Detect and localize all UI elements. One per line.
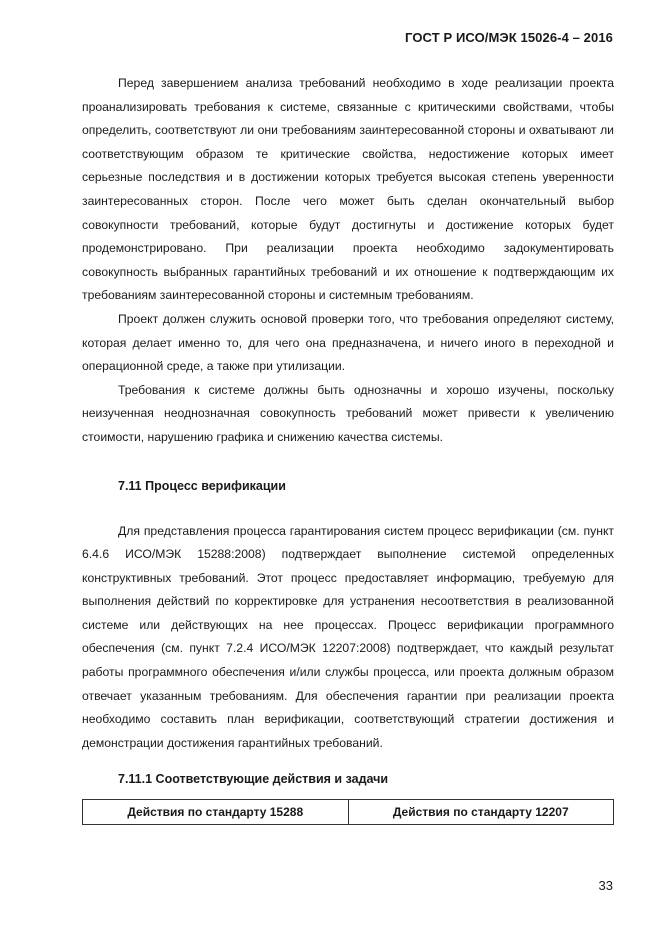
paragraph: Перед завершением анализа требований необходимо в ходе реализации проекта проанализировать требования к системе, связанные с критическими свойствами, чтобы определить, соответствуют ли они требованиям заинтересованной стороны и охватывают ли соответствующим образом те критические свойства, недостижение которых имеет серьезные последствия и в достижении которых требуется высокая степень уверенности заинтересованных сторон. После чего может быть сделан окончательный выбор совокупности требований, которые будут достигнуты и достижение которых будет продемонстрировано. При реализации проекта необходимо задокументировать совокупность выбранных гарантийных требований и их отношение к подтверждающим их требованиям заинтересованной стороны и системным требованиям. [82,76,614,303]
page-number: 33 [598,878,613,893]
paragraph: Требования к системе должны быть однозначны и хорошо изучены, поскольку неизученная неоднозначная совокупность требований может привести к увеличению стоимости, нарушению графика и снижению качества системы. [82,382,614,444]
page-content [82,72,614,825]
paragraph: Проект должен служить основой проверки того, что требования определяют систему, которая делает именно то, для чего она предназначена, и ничего иного в переходной и операционной среде, а также при утилизации. [82,311,614,374]
document-header: ГОСТ Р ИСО/МЭК 15026-4 – 2016 [405,30,613,45]
subsection-title: 7.11.1 Соответствующие действия и задачи [118,772,389,787]
activities-table [82,799,614,825]
section-paragraph: Для представления процесса гарантирования систем процесс верификации (см. пункт 6.4.6 ИСО/МЭК 15288:2008) подтверждает выполнение системой определенных конструктивных требований. Этот процесс предоставляет информацию, требуемую для выполнения действий по корректировке для устранения несоответствия в реализованной системе или действующих на нее процессах. Процесс верификации программного обеспечения (см. пункт 7.2.4 ИСО/МЭК 12207:2008) подтверждает, что каждый результат работы программного обеспечения и/или службы процесса, или проекта должным образом отвечает указанным требованиям. Для обеспечения гарантии при реализации проекта необходимо составить план верификации, соответствующий стратегии достижения и демонстрации достижения гарантийных требований. [82,523,614,750]
table-header-15288: Действия по стандарту 15288 [83,800,349,825]
table-header-row [83,800,614,825]
table-header-12207: Действия по стандарту 12207 [348,800,614,825]
section-title: 7.11 Процесс верификации [118,478,286,493]
